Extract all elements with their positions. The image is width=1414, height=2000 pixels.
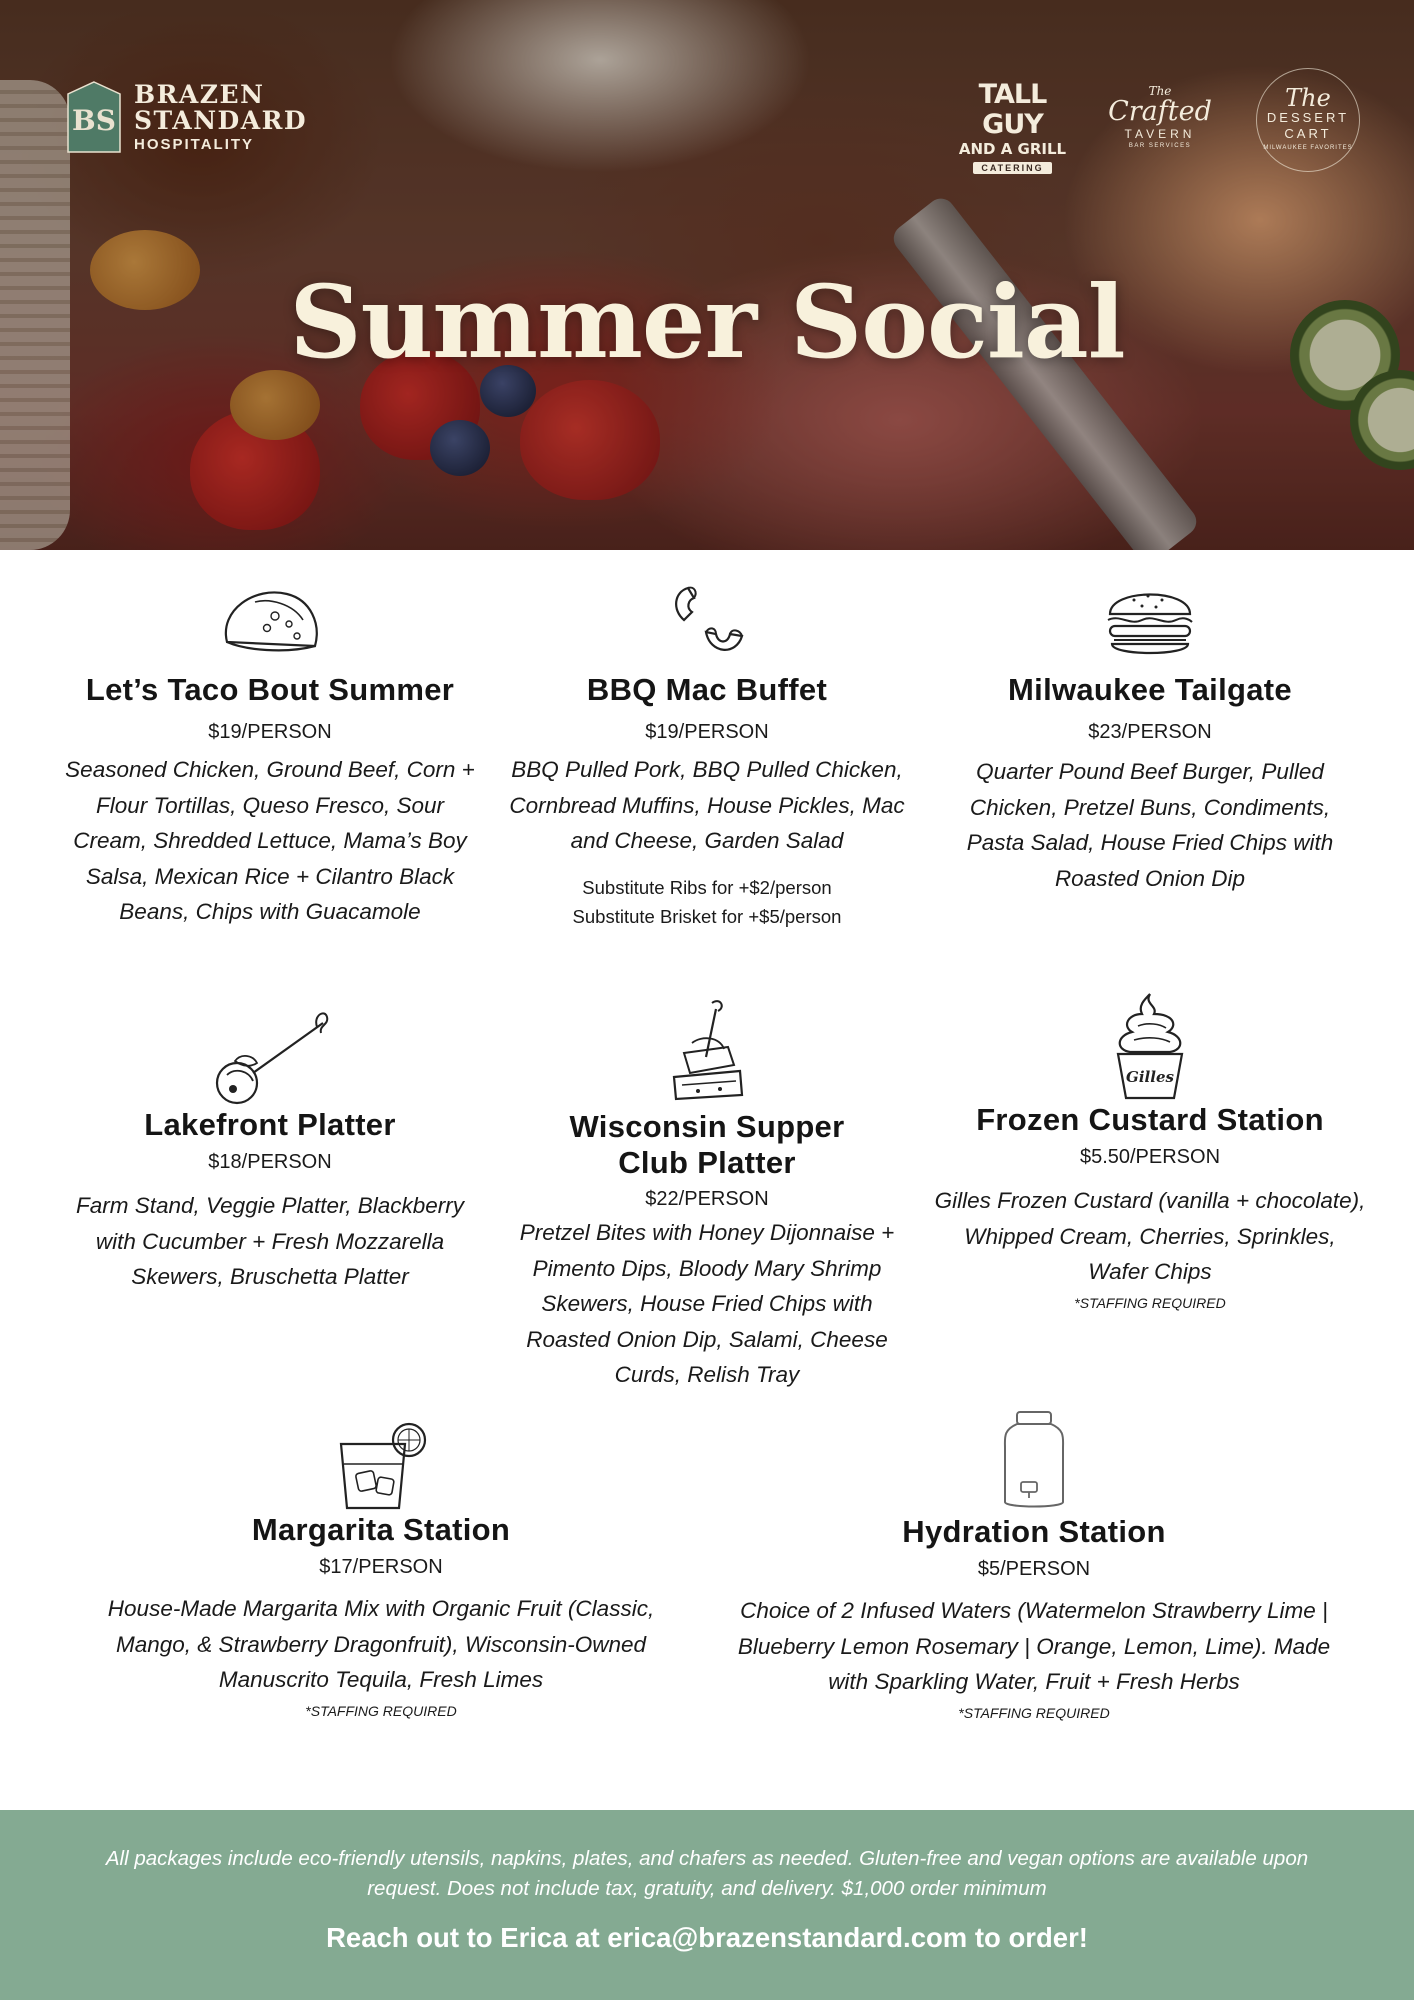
dessert-cart-logo bbox=[1256, 68, 1360, 172]
order-contact-cta[interactable]: Reach out to Erica at erica@brazenstandard.com to order! bbox=[326, 1922, 1088, 1953]
package-name: Hydration Station bbox=[902, 1514, 1166, 1549]
brand-name-line2: STANDARD bbox=[134, 106, 308, 135]
package-description: Gilles Frozen Custard (vanilla + chocolate), Whipped Cream, Cherries, Sprinkles, Wafer Chips bbox=[934, 1188, 1366, 1284]
package-description: Seasoned Chicken, Ground Beef, Corn + Flour Tortillas, Queso Fresco, Sour Cream, Shredded Lettuce, Mama’s Boy Salsa, Mexican Rice + Cilantro Black Beans, Chips with Guacamole bbox=[65, 757, 475, 924]
package-price: $5.50/PERSON bbox=[1079, 1146, 1221, 1168]
package-note: Substitute Brisket for +$5/person bbox=[572, 905, 842, 927]
package-bbq-mac bbox=[490, 580, 924, 931]
water-dispenser-jar-icon bbox=[999, 1408, 1069, 1512]
partner-logo-text: CATERING bbox=[973, 162, 1051, 174]
staffing-note: *STAFFING REQUIRED bbox=[305, 1702, 457, 1719]
package-price: $18/PERSON bbox=[208, 1151, 332, 1173]
package-description: Choice of 2 Infused Waters (Watermelon Strawberry Lime | Blueberry Lemon Rosemary | Orange, Lemon, Lime). Made with Sparkling Water, Fruit + Fresh Herbs bbox=[737, 1598, 1331, 1694]
package-lakefront-platter bbox=[55, 1005, 485, 1295]
staffing-note: *STAFFING REQUIRED bbox=[1074, 1294, 1226, 1311]
partner-logo-text: Crafted bbox=[1108, 96, 1212, 127]
package-name: Margarita Station bbox=[251, 1512, 511, 1547]
package-margarita bbox=[70, 1420, 692, 1722]
bs-shield-icon bbox=[66, 80, 122, 154]
package-price: $19/PERSON bbox=[645, 721, 769, 743]
svg-text:BS: BS bbox=[72, 104, 116, 137]
package-description: Pretzel Bites with Honey Dijonnaise + Pimento Dips, Bloody Mary Shrimp Skewers, House Fried Chips with Roasted Onion Dip, Salami, Cheese Curds, Relish Tray bbox=[519, 1220, 895, 1387]
partner-logo-text: MILWAUKEE FAVORITES bbox=[1263, 145, 1353, 151]
package-description: Quarter Pound Beef Burger, Pulled Chicken, Pretzel Buns, Condiments, Pasta Salad, House Fried Chips with Roasted Onion Dip bbox=[966, 759, 1334, 891]
partner-logo-text: DESSERT bbox=[1266, 110, 1350, 125]
package-description: BBQ Pulled Pork, BBQ Pulled Chicken, Cornbread Muffins, House Pickles, Mac and Cheese, Garden Salad bbox=[509, 757, 905, 853]
package-name: Milwaukee Tailgate bbox=[1008, 672, 1292, 707]
partner-logo-text: AND A GRILL bbox=[958, 140, 1067, 158]
package-supper-club bbox=[490, 995, 924, 1393]
page-title: Summer Social bbox=[289, 263, 1125, 381]
tall-guy-grill-logo bbox=[955, 80, 1070, 176]
staffing-note: *STAFFING REQUIRED bbox=[958, 1704, 1110, 1721]
package-name: BBQ Mac Buffet bbox=[586, 672, 828, 707]
package-price: $22/PERSON bbox=[645, 1188, 769, 1210]
partner-logo-text: TALL GUY bbox=[978, 79, 1047, 140]
package-price: $17/PERSON bbox=[319, 1556, 443, 1578]
custard-cup-label: Gilles bbox=[1126, 1068, 1174, 1086]
package-frozen-custard bbox=[930, 990, 1370, 1314]
package-price: $23/PERSON bbox=[1088, 721, 1212, 743]
package-price: $19/PERSON bbox=[208, 721, 332, 743]
package-milwaukee-tailgate bbox=[930, 580, 1370, 896]
partner-logo-text: TAVERN bbox=[1124, 127, 1196, 141]
package-price: $5/PERSON bbox=[977, 1558, 1091, 1580]
burger-icon bbox=[1104, 580, 1196, 662]
package-name: Lakefront Platter bbox=[144, 1107, 396, 1142]
custard-cup-icon bbox=[1108, 990, 1192, 1102]
package-name: Frozen Custard Station bbox=[976, 1102, 1324, 1137]
skewer-icon bbox=[205, 1005, 335, 1105]
brand-name-line3: HOSPITALITY bbox=[134, 136, 255, 153]
taco-icon bbox=[215, 580, 325, 662]
package-description: Farm Stand, Veggie Platter, Blackberry with Cucumber + Fresh Mozzarella Skewers, Bruschetta Platter bbox=[75, 1193, 465, 1289]
appetizer-pick-icon bbox=[662, 995, 752, 1105]
package-description: House-Made Margarita Mix with Organic Fruit (Classic, Mango, & Strawberry Dragonfruit), Wisconsin-Owned Manuscrito Tequila, Fresh Limes bbox=[107, 1596, 655, 1692]
partner-logo-text: BAR SERVICES bbox=[1128, 143, 1192, 149]
hero-banner bbox=[0, 0, 1414, 550]
partner-logo-text: CART bbox=[1284, 126, 1332, 141]
package-taco bbox=[55, 580, 485, 930]
margarita-glass-icon bbox=[333, 1420, 429, 1512]
brand-name-line1: BRAZEN bbox=[134, 80, 265, 109]
partner-logo-text: The bbox=[1148, 84, 1172, 98]
partner-logo-text: The bbox=[1285, 84, 1331, 112]
brazen-standard-logo bbox=[66, 80, 366, 158]
package-hydration bbox=[712, 1408, 1356, 1724]
package-name: Wisconsin Supper Club Platter bbox=[569, 1109, 845, 1180]
crafted-tavern-logo bbox=[1105, 84, 1215, 151]
package-name: Let’s Taco Bout Summer bbox=[85, 672, 455, 707]
footer bbox=[0, 1810, 1414, 2000]
macaroni-icon bbox=[666, 580, 748, 662]
package-note: Substitute Ribs for +$2/person bbox=[582, 876, 832, 898]
footer-fine-print: All packages include eco-friendly utensils, napkins, plates, and chafers as needed. Gluten-free and vegan options are available upon request. Does not include tax, gratuity, and delivery. $1,000 order minimum bbox=[105, 1847, 1309, 1900]
